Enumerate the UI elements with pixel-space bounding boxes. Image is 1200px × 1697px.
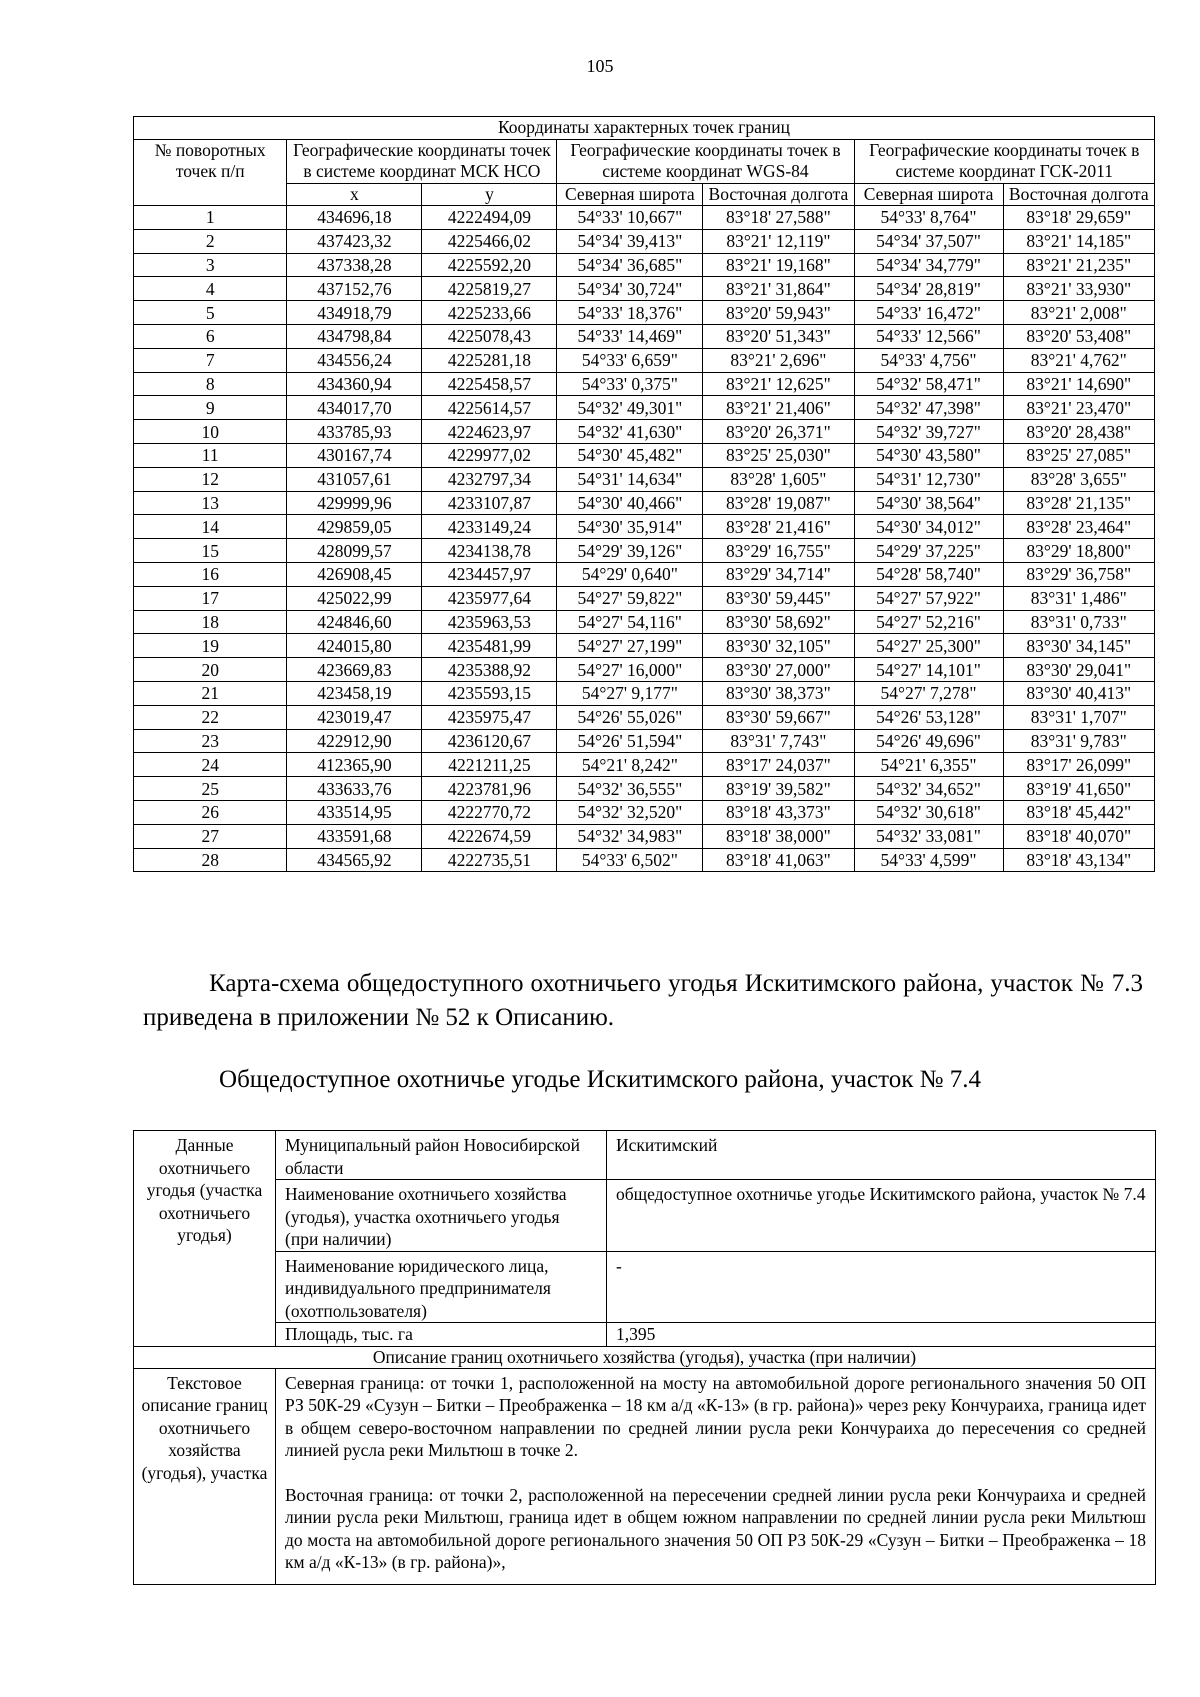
table-row <box>134 467 1155 491</box>
cell-msk-y: 4235481,99 <box>422 634 557 658</box>
cell-gsk-longitude: 83°21' 14,185" <box>1003 229 1154 253</box>
header-y: y <box>422 183 557 206</box>
cell-wgs-longitude: 83°31' 7,743" <box>703 729 854 753</box>
table-row <box>134 658 1155 682</box>
cell-point-number: 8 <box>134 372 287 396</box>
cell-msk-x: 434696,18 <box>287 206 422 230</box>
east-boundary-text: Восточная граница: от точки 2, расположенной на пересечении средней линии русла реки Кончураиха и средней линии русла реки Мильтюш, граница идет в общем южном направлении по средней линии русла реки Мильтюш до моста на автомобильной дороге регионального значения 50 ОП РЗ 50К-29 «Сузун – Битки – Преображенка – 18 км а/д «К-13» (в гр. района)», <box>285 1484 1146 1572</box>
cell-gsk-latitude: 54°32' 34,652" <box>854 777 1003 801</box>
cell-msk-x: 437152,76 <box>287 277 422 301</box>
cell-msk-x: 428099,57 <box>287 539 422 563</box>
table-row <box>134 515 1155 539</box>
cell-wgs-latitude: 54°26' 51,594" <box>557 729 703 753</box>
cell-point-number: 23 <box>134 729 287 753</box>
cell-wgs-latitude: 54°29' 39,126" <box>557 539 703 563</box>
cell-msk-y: 4222770,72 <box>422 800 557 824</box>
cell-wgs-latitude: 54°30' 40,466" <box>557 491 703 515</box>
cell-msk-y: 4223781,96 <box>422 777 557 801</box>
cell-msk-x: 424015,80 <box>287 634 422 658</box>
cell-gsk-longitude: 83°20' 53,408" <box>1003 324 1154 348</box>
cell-wgs-longitude: 83°29' 34,714" <box>703 562 854 586</box>
cell-gsk-latitude: 54°27' 14,101" <box>854 658 1003 682</box>
cell-gsk-latitude: 54°32' 33,081" <box>854 824 1003 848</box>
cell-wgs-latitude: 54°34' 30,724" <box>557 277 703 301</box>
cell-gsk-longitude: 83°31' 0,733" <box>1003 610 1154 634</box>
cell-gsk-latitude: 54°21' 6,355" <box>854 753 1003 777</box>
cell-wgs-longitude: 83°30' 38,373" <box>703 681 854 705</box>
cell-point-number: 15 <box>134 539 287 563</box>
cell-gsk-latitude: 54°30' 38,564" <box>854 491 1003 515</box>
cell-msk-y: 4225592,20 <box>422 253 557 277</box>
table-row <box>134 753 1155 777</box>
cell-wgs-latitude: 54°34' 39,413" <box>557 229 703 253</box>
cell-gsk-longitude: 83°30' 40,413" <box>1003 681 1154 705</box>
cell-wgs-longitude: 83°29' 16,755" <box>703 539 854 563</box>
cell-wgs-longitude: 83°30' 32,105" <box>703 634 854 658</box>
table-row <box>134 824 1155 848</box>
cell-wgs-latitude: 54°33' 6,659" <box>557 348 703 372</box>
cell-gsk-longitude: 83°30' 29,041" <box>1003 658 1154 682</box>
cell-gsk-latitude: 54°33' 4,599" <box>854 848 1003 872</box>
cell-wgs-latitude: 54°33' 0,375" <box>557 372 703 396</box>
cell-gsk-latitude: 54°26' 53,128" <box>854 705 1003 729</box>
cell-msk-y: 4229977,02 <box>422 443 557 467</box>
cell-wgs-longitude: 83°30' 58,692" <box>703 610 854 634</box>
info-row-label: Площадь, тыс. га <box>276 1323 607 1347</box>
cell-wgs-longitude: 83°30' 59,667" <box>703 705 854 729</box>
cell-msk-x: 423669,83 <box>287 658 422 682</box>
cell-msk-y: 4225819,27 <box>422 277 557 301</box>
cell-wgs-latitude: 54°30' 35,914" <box>557 515 703 539</box>
table-row <box>134 229 1155 253</box>
cell-point-number: 12 <box>134 467 287 491</box>
north-boundary-text: Северная граница: от точки 1, расположенной на мосту на автомобильной дороге регионального значения 50 ОП РЗ 50К-29 «Сузун – Битки – Преображенка – 18 км а/д «К-13» (в гр. района)» через реку Кончураиха, граница идет в общем северо-восточном направлении по средней линии русла реки Кончураиха до пересечения со средней линией русла реки Мильтюш в точке 2. <box>285 1372 1146 1460</box>
map-reference-paragraph <box>143 967 1143 1035</box>
cell-gsk-longitude: 83°25' 27,085" <box>1003 443 1154 467</box>
cell-wgs-latitude: 54°34' 36,685" <box>557 253 703 277</box>
cell-gsk-latitude: 54°32' 47,398" <box>854 396 1003 420</box>
cell-gsk-longitude: 83°20' 28,438" <box>1003 420 1154 444</box>
cell-wgs-latitude: 54°29' 0,640" <box>557 562 703 586</box>
table-row <box>134 848 1155 872</box>
cell-wgs-longitude: 83°19' 39,582" <box>703 777 854 801</box>
table-row <box>134 420 1155 444</box>
cell-wgs-latitude: 54°27' 54,116" <box>557 610 703 634</box>
cell-gsk-longitude: 83°31' 1,707" <box>1003 705 1154 729</box>
table-row <box>134 800 1155 824</box>
header-wgs-longitude: Восточная долгота <box>703 183 854 206</box>
cell-wgs-latitude: 54°21' 8,242" <box>557 753 703 777</box>
table-row <box>134 277 1155 301</box>
cell-gsk-latitude: 54°26' 49,696" <box>854 729 1003 753</box>
hunting-ground-info-table <box>133 1130 1156 1585</box>
table-row <box>134 324 1155 348</box>
cell-wgs-longitude: 83°21' 31,864" <box>703 277 854 301</box>
info-row-value: общедоступное охотничье угодье Искитимского района, участок № 7.4 <box>607 1180 1156 1252</box>
cell-gsk-latitude: 54°27' 52,216" <box>854 610 1003 634</box>
cell-point-number: 22 <box>134 705 287 729</box>
cell-point-number: 14 <box>134 515 287 539</box>
cell-msk-x: 422912,90 <box>287 729 422 753</box>
cell-point-number: 16 <box>134 562 287 586</box>
cell-msk-x: 434556,24 <box>287 348 422 372</box>
cell-msk-y: 4225614,57 <box>422 396 557 420</box>
cell-msk-x: 434798,84 <box>287 324 422 348</box>
cell-wgs-longitude: 83°30' 59,445" <box>703 586 854 610</box>
cell-msk-x: 433591,68 <box>287 824 422 848</box>
cell-wgs-longitude: 83°21' 19,168" <box>703 253 854 277</box>
table-row <box>134 681 1155 705</box>
cell-msk-y: 4234457,97 <box>422 562 557 586</box>
table-row <box>134 539 1155 563</box>
cell-gsk-longitude: 83°21' 23,470" <box>1003 396 1154 420</box>
cell-wgs-latitude: 54°27' 27,199" <box>557 634 703 658</box>
cell-wgs-longitude: 83°20' 59,943" <box>703 301 854 325</box>
section-heading: Общедоступное охотничье угодье Искитимского района, участок № 7.4 <box>219 1066 981 1093</box>
cell-wgs-longitude: 83°21' 21,406" <box>703 396 854 420</box>
cell-msk-x: 430167,74 <box>287 443 422 467</box>
cell-wgs-longitude: 83°21' 2,696" <box>703 348 854 372</box>
cell-msk-y: 4232797,34 <box>422 467 557 491</box>
cell-msk-y: 4235963,53 <box>422 610 557 634</box>
cell-gsk-latitude: 54°29' 37,225" <box>854 539 1003 563</box>
cell-wgs-latitude: 54°27' 9,177" <box>557 681 703 705</box>
cell-wgs-longitude: 83°25' 25,030" <box>703 443 854 467</box>
table-row <box>134 206 1155 230</box>
cell-gsk-longitude: 83°21' 21,235" <box>1003 253 1154 277</box>
cell-msk-x: 429999,96 <box>287 491 422 515</box>
cell-point-number: 26 <box>134 800 287 824</box>
table-row <box>134 348 1155 372</box>
table-row <box>134 562 1155 586</box>
cell-gsk-longitude: 83°28' 23,464" <box>1003 515 1154 539</box>
cell-wgs-longitude: 83°18' 41,063" <box>703 848 854 872</box>
cell-msk-y: 4222494,09 <box>422 206 557 230</box>
table-row <box>134 491 1155 515</box>
cell-gsk-longitude: 83°30' 34,145" <box>1003 634 1154 658</box>
cell-wgs-latitude: 54°27' 59,822" <box>557 586 703 610</box>
cell-gsk-longitude: 83°28' 3,655" <box>1003 467 1154 491</box>
cell-point-number: 1 <box>134 206 287 230</box>
table-row <box>134 634 1155 658</box>
cell-wgs-latitude: 54°33' 14,469" <box>557 324 703 348</box>
cell-msk-x: 433514,95 <box>287 800 422 824</box>
cell-msk-y: 4235593,15 <box>422 681 557 705</box>
cell-msk-y: 4221211,25 <box>422 753 557 777</box>
cell-gsk-latitude: 54°32' 39,727" <box>854 420 1003 444</box>
coordinates-table-body <box>134 206 1155 872</box>
cell-point-number: 21 <box>134 681 287 705</box>
cell-wgs-longitude: 83°21' 12,625" <box>703 372 854 396</box>
cell-wgs-latitude: 54°32' 32,520" <box>557 800 703 824</box>
map-reference-text: Карта-схема общедоступного охотничьего угодья Искитимского района, участок № 7.3 приведена в приложении № 52 к Описанию. <box>143 970 1143 1031</box>
cell-gsk-longitude: 83°19' 41,650" <box>1003 777 1154 801</box>
cell-gsk-latitude: 54°27' 57,922" <box>854 586 1003 610</box>
cell-msk-y: 4235977,64 <box>422 586 557 610</box>
cell-gsk-longitude: 83°21' 14,690" <box>1003 372 1154 396</box>
header-point-number: № поворотных точек п/п <box>134 139 287 206</box>
cell-gsk-latitude: 54°31' 12,730" <box>854 467 1003 491</box>
info-row-label: Наименование охотничьего хозяйства (угодья), участка охотничьего угодья (при наличии) <box>276 1180 607 1252</box>
header-wgs-latitude: Северная широта <box>557 183 703 206</box>
cell-wgs-latitude: 54°32' 41,630" <box>557 420 703 444</box>
cell-point-number: 18 <box>134 610 287 634</box>
cell-msk-x: 434918,79 <box>287 301 422 325</box>
cell-wgs-longitude: 83°18' 27,588" <box>703 206 854 230</box>
cell-msk-x: 431057,61 <box>287 467 422 491</box>
cell-point-number: 9 <box>134 396 287 420</box>
cell-msk-x: 437423,32 <box>287 229 422 253</box>
cell-msk-x: 423458,19 <box>287 681 422 705</box>
cell-msk-y: 4225458,57 <box>422 372 557 396</box>
cell-point-number: 25 <box>134 777 287 801</box>
cell-wgs-longitude: 83°28' 21,416" <box>703 515 854 539</box>
cell-gsk-latitude: 54°34' 37,507" <box>854 229 1003 253</box>
table-row <box>134 443 1155 467</box>
info-row-value: 1,395 <box>607 1323 1156 1347</box>
cell-gsk-latitude: 54°33' 16,472" <box>854 301 1003 325</box>
cell-gsk-latitude: 54°34' 34,779" <box>854 253 1003 277</box>
cell-point-number: 4 <box>134 277 287 301</box>
cell-gsk-longitude: 83°29' 36,758" <box>1003 562 1154 586</box>
cell-point-number: 19 <box>134 634 287 658</box>
cell-msk-y: 4225233,66 <box>422 301 557 325</box>
cell-msk-x: 425022,99 <box>287 586 422 610</box>
cell-gsk-longitude: 83°21' 33,930" <box>1003 277 1154 301</box>
cell-msk-y: 4233149,24 <box>422 515 557 539</box>
cell-gsk-longitude: 83°21' 4,762" <box>1003 348 1154 372</box>
cell-msk-y: 4235975,47 <box>422 705 557 729</box>
cell-gsk-longitude: 83°18' 29,659" <box>1003 206 1154 230</box>
cell-gsk-latitude: 54°32' 58,471" <box>854 372 1003 396</box>
info-row-label: Наименование юридического лица, индивидуального предпринимателя (охотпользователя) <box>276 1251 607 1323</box>
cell-msk-y: 4225281,18 <box>422 348 557 372</box>
boundary-description-text <box>276 1368 1156 1584</box>
cell-wgs-latitude: 54°32' 49,301" <box>557 396 703 420</box>
cell-msk-x: 429859,05 <box>287 515 422 539</box>
cell-gsk-latitude: 54°30' 43,580" <box>854 443 1003 467</box>
cell-msk-y: 4224623,97 <box>422 420 557 444</box>
info-left-label: Данные охотничьего угодья (участка охотничьего угодья) <box>134 1131 276 1347</box>
cell-msk-y: 4222735,51 <box>422 848 557 872</box>
cell-gsk-latitude: 54°33' 12,566" <box>854 324 1003 348</box>
cell-msk-x: 423019,47 <box>287 705 422 729</box>
cell-msk-x: 412365,90 <box>287 753 422 777</box>
cell-point-number: 24 <box>134 753 287 777</box>
cell-gsk-longitude: 83°31' 9,783" <box>1003 729 1154 753</box>
cell-wgs-longitude: 83°28' 1,605" <box>703 467 854 491</box>
info-row-value: Искитимский <box>607 1131 1156 1180</box>
table-row <box>134 372 1155 396</box>
cell-msk-x: 434017,70 <box>287 396 422 420</box>
table-row <box>134 586 1155 610</box>
table-row <box>134 729 1155 753</box>
cell-wgs-longitude: 83°20' 51,343" <box>703 324 854 348</box>
cell-msk-x: 434565,92 <box>287 848 422 872</box>
cell-gsk-longitude: 83°18' 45,442" <box>1003 800 1154 824</box>
cell-wgs-latitude: 54°30' 45,482" <box>557 443 703 467</box>
cell-wgs-longitude: 83°18' 43,373" <box>703 800 854 824</box>
info-row-value: - <box>607 1251 1156 1323</box>
cell-wgs-longitude: 83°17' 24,037" <box>703 753 854 777</box>
table-row <box>134 301 1155 325</box>
cell-wgs-longitude: 83°18' 38,000" <box>703 824 854 848</box>
cell-point-number: 2 <box>134 229 287 253</box>
cell-gsk-latitude: 54°30' 34,012" <box>854 515 1003 539</box>
cell-gsk-latitude: 54°27' 7,278" <box>854 681 1003 705</box>
cell-wgs-latitude: 54°33' 10,667" <box>557 206 703 230</box>
cell-msk-y: 4225078,43 <box>422 324 557 348</box>
cell-wgs-longitude: 83°20' 26,371" <box>703 420 854 444</box>
cell-wgs-latitude: 54°26' 55,026" <box>557 705 703 729</box>
cell-gsk-latitude: 54°28' 58,740" <box>854 562 1003 586</box>
cell-gsk-longitude: 83°18' 40,070" <box>1003 824 1154 848</box>
cell-gsk-latitude: 54°33' 4,756" <box>854 348 1003 372</box>
cell-msk-y: 4222674,59 <box>422 824 557 848</box>
cell-gsk-longitude: 83°31' 1,486" <box>1003 586 1154 610</box>
cell-gsk-longitude: 83°18' 43,134" <box>1003 848 1154 872</box>
boundary-description-header: Описание границ охотничьего хозяйства (угодья), участка (при наличии) <box>134 1346 1156 1368</box>
header-gsk-latitude: Северная широта <box>854 183 1003 206</box>
cell-gsk-latitude: 54°27' 25,300" <box>854 634 1003 658</box>
cell-point-number: 10 <box>134 420 287 444</box>
cell-point-number: 27 <box>134 824 287 848</box>
cell-wgs-latitude: 54°32' 34,983" <box>557 824 703 848</box>
cell-wgs-longitude: 83°30' 27,000" <box>703 658 854 682</box>
cell-msk-x: 426908,45 <box>287 562 422 586</box>
cell-point-number: 20 <box>134 658 287 682</box>
cell-gsk-longitude: 83°17' 26,099" <box>1003 753 1154 777</box>
header-group-wgs84: Географические координаты точек в системе координат WGS-84 <box>557 139 854 183</box>
cell-point-number: 17 <box>134 586 287 610</box>
cell-gsk-longitude: 83°21' 2,008" <box>1003 301 1154 325</box>
table-row <box>134 396 1155 420</box>
cell-point-number: 28 <box>134 848 287 872</box>
cell-wgs-latitude: 54°33' 18,376" <box>557 301 703 325</box>
cell-point-number: 7 <box>134 348 287 372</box>
table-row <box>134 253 1155 277</box>
cell-wgs-latitude: 54°32' 36,555" <box>557 777 703 801</box>
cell-msk-y: 4233107,87 <box>422 491 557 515</box>
cell-gsk-latitude: 54°34' 28,819" <box>854 277 1003 301</box>
cell-gsk-latitude: 54°32' 30,618" <box>854 800 1003 824</box>
cell-gsk-longitude: 83°28' 21,135" <box>1003 491 1154 515</box>
header-x: x <box>287 183 422 206</box>
header-group-msk: Географические координаты точек в системе координат МСК НСО <box>287 139 557 183</box>
cell-msk-y: 4225466,02 <box>422 229 557 253</box>
cell-point-number: 3 <box>134 253 287 277</box>
cell-msk-x: 433785,93 <box>287 420 422 444</box>
cell-point-number: 11 <box>134 443 287 467</box>
cell-wgs-longitude: 83°28' 19,087" <box>703 491 854 515</box>
cell-msk-y: 4234138,78 <box>422 539 557 563</box>
cell-msk-y: 4235388,92 <box>422 658 557 682</box>
coordinates-table-caption: Координаты характерных точек границ <box>134 117 1155 140</box>
info-row-label: Муниципальный район Новосибирской области <box>276 1131 607 1180</box>
cell-msk-x: 433633,76 <box>287 777 422 801</box>
header-group-gsk2011: Географические координаты точек в системе координат ГСК-2011 <box>854 139 1154 183</box>
cell-msk-x: 437338,28 <box>287 253 422 277</box>
text-description-label: Текстовое описание границ охотничьего хозяйства (угодья), участка <box>134 1368 276 1584</box>
cell-wgs-longitude: 83°21' 12,119" <box>703 229 854 253</box>
cell-wgs-latitude: 54°31' 14,634" <box>557 467 703 491</box>
table-row <box>134 705 1155 729</box>
cell-gsk-longitude: 83°29' 18,800" <box>1003 539 1154 563</box>
page-number: 105 <box>586 56 614 76</box>
cell-wgs-latitude: 54°33' 6,502" <box>557 848 703 872</box>
cell-msk-x: 424846,60 <box>287 610 422 634</box>
coordinates-table <box>133 116 1155 872</box>
header-gsk-longitude: Восточная долгота <box>1003 183 1154 206</box>
table-row <box>134 777 1155 801</box>
cell-msk-x: 434360,94 <box>287 372 422 396</box>
cell-msk-y: 4236120,67 <box>422 729 557 753</box>
cell-point-number: 13 <box>134 491 287 515</box>
cell-gsk-latitude: 54°33' 8,764" <box>854 206 1003 230</box>
cell-wgs-latitude: 54°27' 16,000" <box>557 658 703 682</box>
cell-point-number: 5 <box>134 301 287 325</box>
table-row <box>134 610 1155 634</box>
cell-point-number: 6 <box>134 324 287 348</box>
